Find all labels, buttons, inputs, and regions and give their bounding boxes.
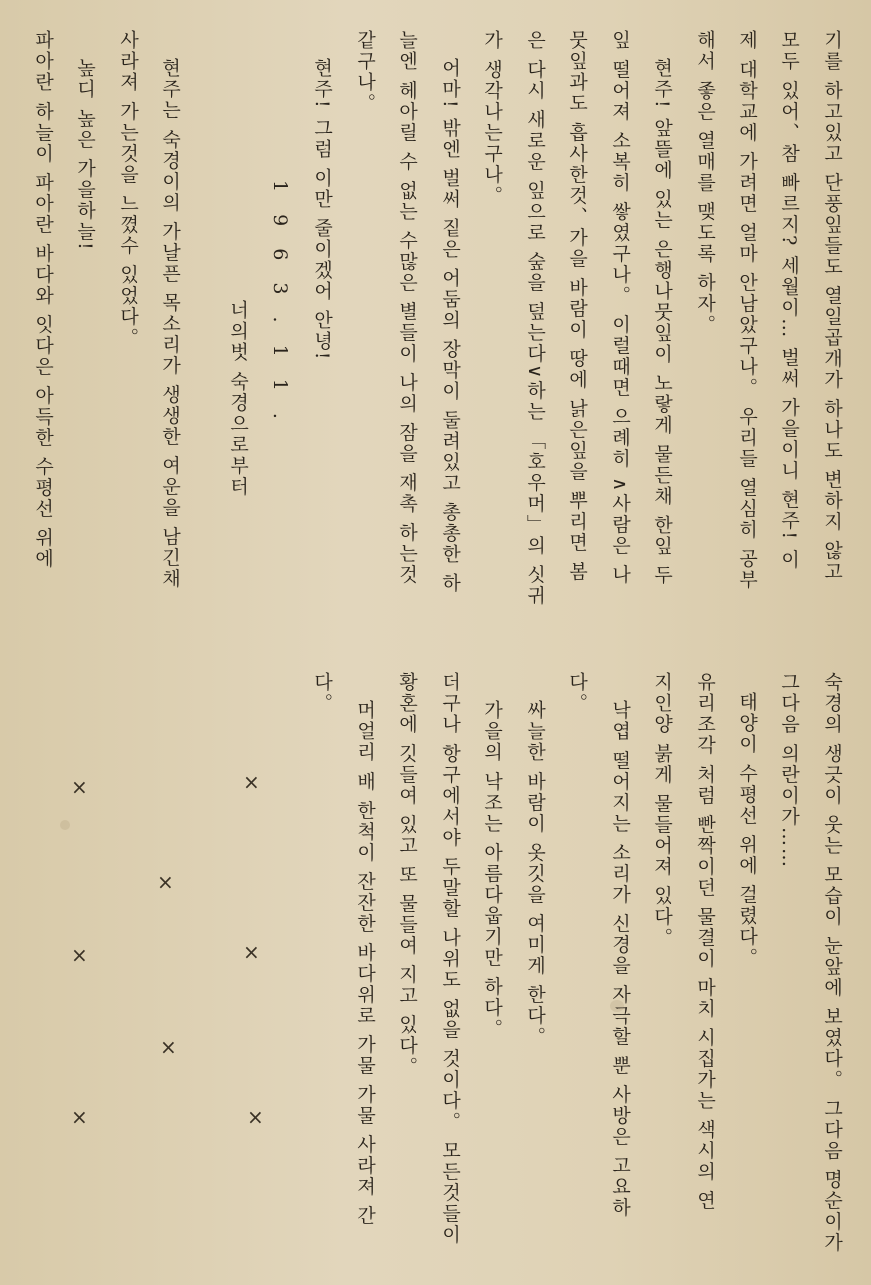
text-column: 황혼에 깃들여 있고 또 물들여 지고 있다。	[396, 672, 418, 1078]
text-column: 사라져 가는것을 느꼈수 있었다。	[117, 30, 139, 349]
separator-mark: ×	[243, 940, 260, 964]
text-column: 싸늘한 바람이 옷깃을 여미게 한다。	[524, 700, 546, 1048]
signature-line: 너의벗 숙경으로부터	[227, 300, 249, 498]
text-column: 유리조각 처럼 빤짝이던 물결이 마치 시집가는 색시의 연	[694, 672, 716, 1212]
text-column: 낙엽 떨어지는 소리가 신경을 자극할 뿐 사방은 고요하	[609, 700, 631, 1219]
text-column: 같구나。	[354, 30, 376, 114]
text-column: 제 대학교에 가려면 얼마 안남았구나。 우리들 열심히 공부	[736, 30, 758, 591]
text-column: 어마! 밖엔 벌써 짙은 어둠의 장막이 둘려있고 총총한 하	[439, 58, 461, 594]
text-column: 그다음 의란이가……	[778, 672, 800, 870]
text-column: 현주! 그럼 이만 줄이겠어 안녕!	[311, 58, 333, 362]
text-column: 가을의 낙조는 아름다웁기만 하다。	[481, 700, 503, 1040]
separator-mark: ×	[243, 770, 260, 794]
date-line: 1 9 6 3 . 1 1 .	[269, 180, 291, 427]
separator-mark: ×	[71, 1105, 88, 1129]
text-column: 높디 높은 가을하늘!	[74, 58, 96, 252]
text-column: 은 다시 새로운 잎으로 숲을 덮는다∨하는 「호우머」의 싯귀	[524, 30, 546, 607]
text-column: 해서 좋은 열매를 맺도록 하자。	[694, 30, 716, 336]
separator-mark: ×	[160, 1035, 177, 1059]
text-column: 늘엔 헤아릴 수 없는 수많은 별들이 나의 잠을 재촉 하는것	[396, 30, 418, 586]
text-column: 가 생각나는구나。	[481, 30, 503, 207]
text-column: 다。	[311, 672, 333, 714]
text-column: 기를 하고있고 단풍잎들도 열일곱개가 하나도 변하지 않고	[821, 30, 843, 583]
text-column: 뭇잎과도 흡사한것、가을 바람이 땅에 낡은잎을 뿌리면 봄	[566, 30, 588, 583]
text-column: 머얼리 배 한척이 잔잔한 바다위로 가물 가물 사라져 간	[354, 700, 376, 1227]
text-column: 더구나 항구에서야 두말할 나위도 없을 것이다。 모든것들이	[439, 672, 461, 1246]
text-column: 파아란 하늘이 파아란 바다와 잇다은 아득한 수평선 위에	[32, 30, 54, 570]
text-column: 모두 있어、참 빠르지? 세월이… 벌써 가을이니 현주! 이	[778, 30, 800, 571]
separator-mark: ×	[157, 870, 174, 894]
text-column: 잎 떨어져 소복히 쌓였구나。 이럴때면 으례히 ∧사람은 나	[609, 30, 631, 586]
separator-mark: ×	[71, 943, 88, 967]
text-column: 현주! 앞뜰에 있는 은행나뭇잎이 노랗게 물든채 한잎 두	[651, 58, 673, 586]
text-column: 다。	[566, 672, 588, 714]
separator-mark: ×	[247, 1105, 264, 1129]
separator-mark: ×	[71, 775, 88, 799]
text-column: 숙경의 생긋이 웃는 모습이 눈앞에 보였다。 그다음 명순이가	[821, 672, 843, 1254]
paper-stain	[60, 820, 70, 830]
text-column: 태양이 수평선 위에 걸렸다。	[736, 692, 758, 969]
text-column: 현주는 숙경이의 가날픈 목소리가 생생한 여운을 남긴채	[159, 58, 181, 590]
text-column: 지인양 붉게 물들어져 있다。	[651, 672, 673, 949]
